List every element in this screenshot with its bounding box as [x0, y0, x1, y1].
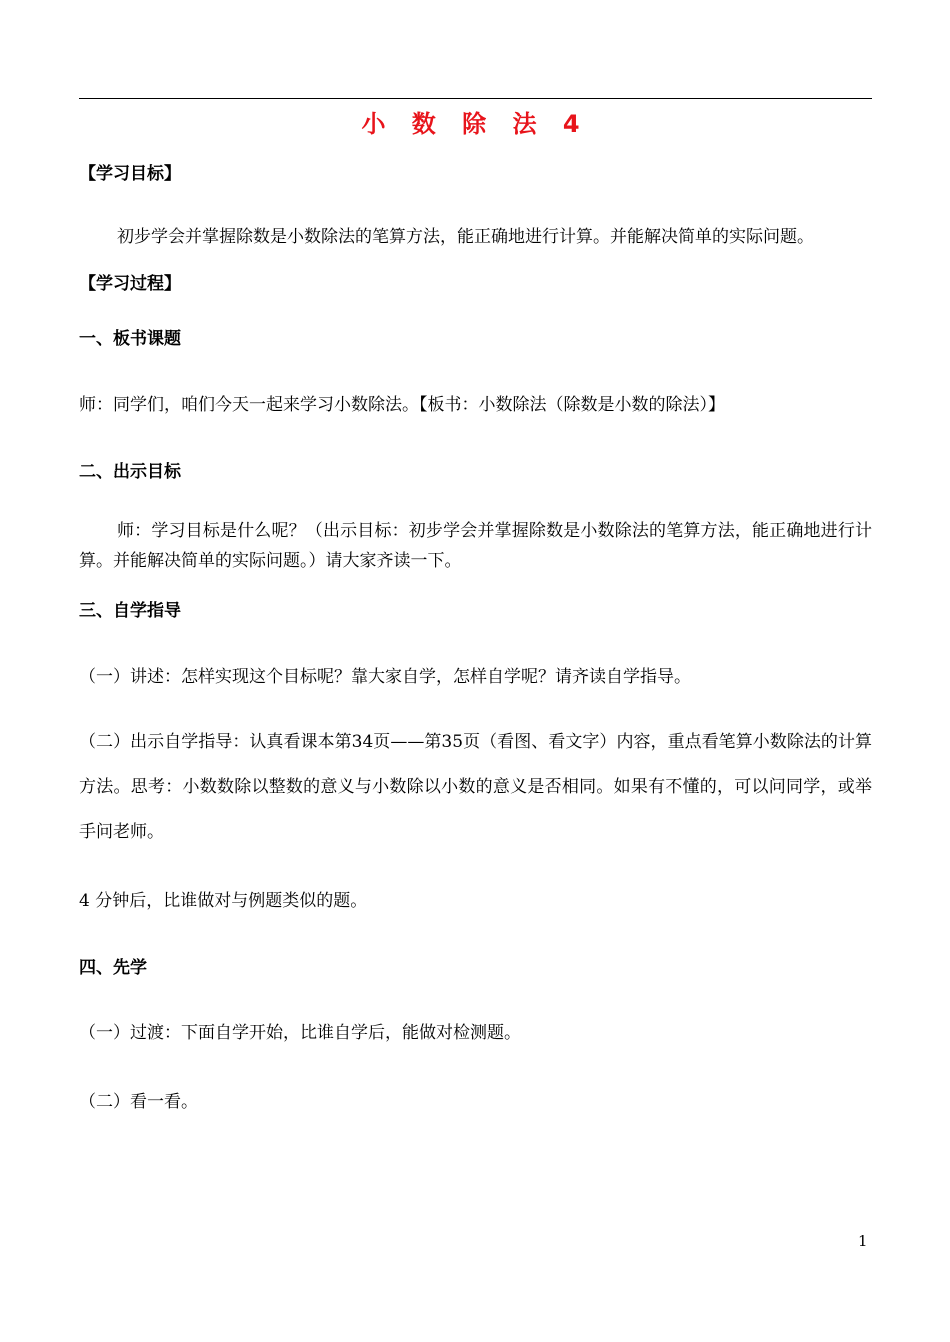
- section-2-text: 师：学习目标是什么呢？（出示目标：初步学会并掌握除数是小数除法的笔算方法，能正确地进行计算。并能解决简单的实际问题。）请大家齐读一下。: [79, 521, 872, 571]
- section-1-heading: 一、板书课题: [79, 329, 181, 349]
- document-title: 小 数 除 法 4: [361, 110, 589, 138]
- section-2-heading: 二、出示目标: [79, 462, 181, 482]
- goal-text: 初步学会并掌握除数是小数除法的笔算方法，能正确地进行计算。并能解决简单的实际问题。: [117, 227, 814, 247]
- page-number: 1: [858, 1232, 868, 1250]
- process-heading: 【学习过程】: [79, 274, 181, 294]
- section-3-item-3: 4 分钟后，比谁做对与例题类似的题。: [79, 891, 368, 911]
- section-4-heading: 四、先学: [79, 958, 147, 978]
- goal-heading: 【学习目标】: [79, 164, 181, 184]
- section-4-item-1: （一）过渡：下面自学开始，比谁自学后，能做对检测题。: [79, 1023, 521, 1043]
- section-3-item-1: （一）讲述：怎样实现这个目标呢？靠大家自学，怎样自学呢？请齐读自学指导。: [79, 667, 691, 687]
- section-3-item-2: （二）出示自学指导：认真看课本第34页——第35页（看图、看文字）内容，重点看笔算小数除法的计算方法。思考：小数数除以整数的意义与小数除以小数的意义是否相同。如果有不懂的，可以问同学，或举手问老师。: [79, 732, 872, 842]
- section-4-item-2: （二）看一看。: [79, 1092, 198, 1112]
- section-1-text: 师：同学们，咱们今天一起来学习小数除法。【板书：小数除法（除数是小数的除法）】: [79, 395, 725, 415]
- section-3-heading: 三、自学指导: [79, 601, 181, 621]
- header-rule: [79, 98, 872, 99]
